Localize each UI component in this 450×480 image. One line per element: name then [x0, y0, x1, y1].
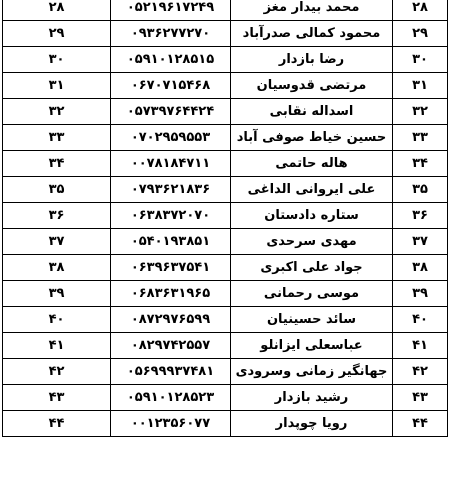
row-number-cell: ۴۲ — [393, 359, 448, 385]
code-cell: ۰۷۰۲۹۵۹۵۵۳ — [111, 125, 231, 151]
name-cell: اسداله نقابی — [231, 99, 393, 125]
row-number-cell: ۳۶ — [393, 203, 448, 229]
code-cell: ۰۶۳۸۳۷۲۰۷۰ — [111, 203, 231, 229]
name-cell: عباسعلی ایزانلو — [231, 333, 393, 359]
code-cell: ۰۰۷۸۱۸۴۷۱۱ — [111, 151, 231, 177]
row-index-cell: ۲۹ — [3, 21, 111, 47]
name-cell: سائد حسینیان — [231, 307, 393, 333]
row-index-cell: ۲۸ — [3, 0, 111, 21]
row-index-cell: ۳۹ — [3, 281, 111, 307]
code-cell: ۰۵۹۱۰۱۲۸۵۱۵ — [111, 47, 231, 73]
row-index-cell: ۴۰ — [3, 307, 111, 333]
table-row — [3, 411, 448, 437]
table-row — [3, 229, 448, 255]
table-row — [3, 125, 448, 151]
row-index-cell: ۳۱ — [3, 73, 111, 99]
row-number-cell: ۳۵ — [393, 177, 448, 203]
name-cell: جواد علی اکبری — [231, 255, 393, 281]
code-cell: ۰۵۷۳۹۷۶۴۴۲۴ — [111, 99, 231, 125]
table-row — [3, 359, 448, 385]
code-cell: ۰۹۳۶۲۷۷۲۷۰ — [111, 21, 231, 47]
table-row — [3, 47, 448, 73]
name-cell: مهدی سرحدی — [231, 229, 393, 255]
table-row — [3, 255, 448, 281]
table-row — [3, 99, 448, 125]
row-number-cell: ۳۲ — [393, 99, 448, 125]
row-number-cell: ۳۸ — [393, 255, 448, 281]
table-row — [3, 0, 448, 21]
row-index-cell: ۳۰ — [3, 47, 111, 73]
name-cell: موسی رحمانی — [231, 281, 393, 307]
row-index-cell: ۴۱ — [3, 333, 111, 359]
row-index-cell: ۳۷ — [3, 229, 111, 255]
row-number-cell: ۴۳ — [393, 385, 448, 411]
row-number-cell: ۳۹ — [393, 281, 448, 307]
table-row — [3, 203, 448, 229]
code-cell: ۰۷۹۳۶۲۱۸۳۶ — [111, 177, 231, 203]
name-cell: حسین خیاط صوفی آباد — [231, 125, 393, 151]
row-index-cell: ۳۲ — [3, 99, 111, 125]
table-row — [3, 73, 448, 99]
name-cell: محمد بیدار مغز — [231, 0, 393, 21]
code-cell: ۰۸۷۲۹۷۶۵۹۹ — [111, 307, 231, 333]
row-number-cell: ۴۰ — [393, 307, 448, 333]
code-cell: ۰۶۷۰۷۱۵۴۶۸ — [111, 73, 231, 99]
table-row — [3, 151, 448, 177]
row-index-cell: ۴۴ — [3, 411, 111, 437]
code-cell: ۰۶۸۳۶۳۱۹۶۵ — [111, 281, 231, 307]
row-index-cell: ۳۸ — [3, 255, 111, 281]
table-row — [3, 307, 448, 333]
row-number-cell: ۴۴ — [393, 411, 448, 437]
row-number-cell: ۳۱ — [393, 73, 448, 99]
table-row — [3, 385, 448, 411]
row-number-cell: ۳۷ — [393, 229, 448, 255]
row-index-cell: ۳۴ — [3, 151, 111, 177]
row-number-cell: ۴۱ — [393, 333, 448, 359]
name-cell: رشید بازدار — [231, 385, 393, 411]
row-index-cell: ۴۳ — [3, 385, 111, 411]
name-cell: محمود کمالی صدرآباد — [231, 21, 393, 47]
row-index-cell: ۳۶ — [3, 203, 111, 229]
name-cell: مرتضی قدوسیان — [231, 73, 393, 99]
name-cell: رضا بازدار — [231, 47, 393, 73]
table-row — [3, 281, 448, 307]
code-cell: ۰۶۳۹۶۳۷۵۴۱ — [111, 255, 231, 281]
roster-table-body — [3, 0, 448, 437]
name-cell: علی ایروانی الداغی — [231, 177, 393, 203]
table-row — [3, 21, 448, 47]
code-cell: ۰۵۶۹۹۹۳۷۴۸۱ — [111, 359, 231, 385]
table-row — [3, 333, 448, 359]
name-cell: رویا چوپدار — [231, 411, 393, 437]
row-number-cell: ۲۸ — [393, 0, 448, 21]
code-cell: ۰۸۲۹۷۴۲۵۵۷ — [111, 333, 231, 359]
row-index-cell: ۳۵ — [3, 177, 111, 203]
name-cell: ستاره دادستان — [231, 203, 393, 229]
row-number-cell: ۳۴ — [393, 151, 448, 177]
table-row — [3, 177, 448, 203]
roster-table — [2, 0, 448, 437]
code-cell: ۰۵۹۱۰۱۲۸۵۲۳ — [111, 385, 231, 411]
row-index-cell: ۳۳ — [3, 125, 111, 151]
row-number-cell: ۳۰ — [393, 47, 448, 73]
row-number-cell: ۳۳ — [393, 125, 448, 151]
code-cell: ۰۵۲۱۹۶۱۷۲۴۹ — [111, 0, 231, 21]
row-number-cell: ۲۹ — [393, 21, 448, 47]
name-cell: هاله حاتمی — [231, 151, 393, 177]
name-cell: جهانگیر زمانی وسرودی — [231, 359, 393, 385]
code-cell: ۰۰۱۲۳۵۶۰۷۷ — [111, 411, 231, 437]
code-cell: ۰۵۴۰۱۹۳۸۵۱ — [111, 229, 231, 255]
row-index-cell: ۴۲ — [3, 359, 111, 385]
